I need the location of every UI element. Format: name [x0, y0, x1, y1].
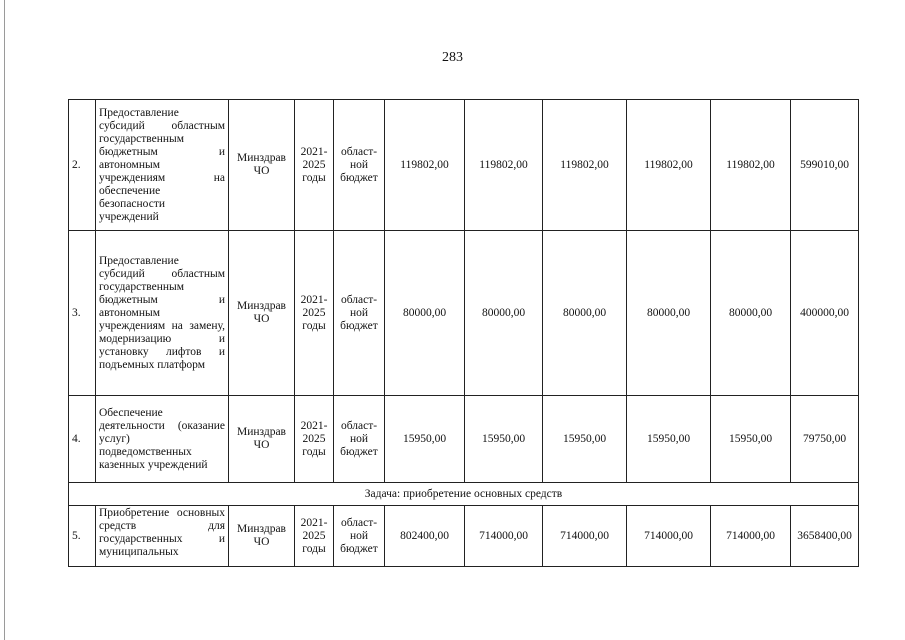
table-row	[69, 100, 859, 231]
activity-description: Предоставление субсидий областным государственным бюджетным и автономным учреждениям на обеспечение безопасности учреждений	[96, 100, 229, 231]
amount-year-5: 119802,00	[711, 100, 791, 231]
amount-year-4: 15950,00	[627, 396, 711, 483]
activity-description: Обеспечение деятельности (оказание услуг) подведомственных казенных учреждений	[96, 396, 229, 483]
funding-source-cell: област-ной бюджет	[334, 396, 385, 483]
task-heading: Задача: приобретение основных средств	[69, 483, 859, 506]
period-cell: 2021-2025 годы	[295, 100, 334, 231]
table-row	[69, 396, 859, 483]
row-number: 5.	[69, 506, 96, 567]
page-number: 283	[442, 50, 463, 65]
amount-year-1: 119802,00	[385, 100, 465, 231]
funding-source-cell: област-ной бюджет	[334, 231, 385, 396]
amount-total: 3658400,00	[791, 506, 859, 567]
page-edge-line	[4, 0, 5, 640]
amount-year-4: 80000,00	[627, 231, 711, 396]
table-row	[69, 231, 859, 396]
table-row	[69, 506, 859, 567]
amount-year-4: 714000,00	[627, 506, 711, 567]
executor-cell: Минздрав ЧО	[229, 506, 295, 567]
amount-year-5: 714000,00	[711, 506, 791, 567]
amount-year-3: 119802,00	[543, 100, 627, 231]
amount-year-1: 80000,00	[385, 231, 465, 396]
period-cell: 2021-2025 годы	[295, 506, 334, 567]
amount-year-2: 714000,00	[465, 506, 543, 567]
amount-year-1: 15950,00	[385, 396, 465, 483]
amount-year-1: 802400,00	[385, 506, 465, 567]
funding-source-cell: област-ной бюджет	[334, 100, 385, 231]
amount-year-2: 80000,00	[465, 231, 543, 396]
amount-year-3: 80000,00	[543, 231, 627, 396]
amount-year-4: 119802,00	[627, 100, 711, 231]
executor-cell: Минздрав ЧО	[229, 100, 295, 231]
task-heading-row	[69, 483, 859, 506]
row-number: 3.	[69, 231, 96, 396]
funding-source-cell: област-ной бюджет	[334, 506, 385, 567]
executor-cell: Минздрав ЧО	[229, 231, 295, 396]
executor-cell: Минздрав ЧО	[229, 396, 295, 483]
amount-year-2: 15950,00	[465, 396, 543, 483]
amount-total: 79750,00	[791, 396, 859, 483]
amount-year-2: 119802,00	[465, 100, 543, 231]
row-number: 4.	[69, 396, 96, 483]
activity-description: Предоставление субсидий областным государственным бюджетным и автономным учреждениям на замену, модернизацию и установку лифтов и подъемных платформ	[96, 231, 229, 396]
activity-description: Приобретение основных средств для государственных и муниципальных	[96, 506, 229, 567]
period-cell: 2021-2025 годы	[295, 396, 334, 483]
amount-year-5: 80000,00	[711, 231, 791, 396]
amount-total: 599010,00	[791, 100, 859, 231]
amount-year-3: 15950,00	[543, 396, 627, 483]
period-cell: 2021-2025 годы	[295, 231, 334, 396]
amount-year-3: 714000,00	[543, 506, 627, 567]
budget-table	[68, 99, 859, 567]
amount-total: 400000,00	[791, 231, 859, 396]
amount-year-5: 15950,00	[711, 396, 791, 483]
row-number: 2.	[69, 100, 96, 231]
